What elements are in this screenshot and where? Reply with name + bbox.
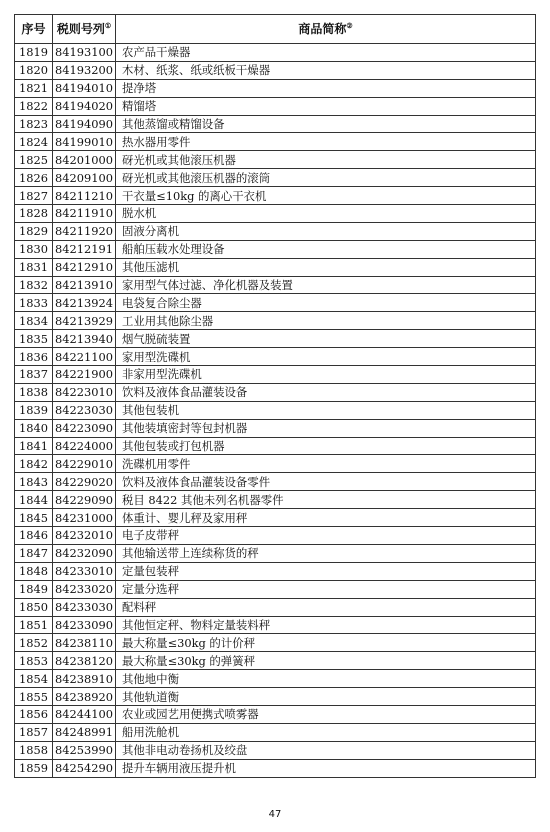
product-name-cell: 最大称量≤30kg 的弹簧秤 xyxy=(116,652,536,670)
serial-number-cell: 1857 xyxy=(15,723,53,741)
serial-number-cell: 1835 xyxy=(15,330,53,348)
table-row xyxy=(15,437,536,455)
serial-number-cell: 1826 xyxy=(15,169,53,187)
product-name-cell: 木材、纸浆、纸或纸板干燥器 xyxy=(116,61,536,79)
table-row xyxy=(15,169,536,187)
tariff-code-cell: 84223030 xyxy=(53,401,116,419)
table-row xyxy=(15,205,536,223)
serial-number-cell: 1850 xyxy=(15,598,53,616)
product-name-cell: 脱水机 xyxy=(116,205,536,223)
tariff-code-cell: 84221100 xyxy=(53,348,116,366)
header-tariff-code: 税则号列① xyxy=(53,15,116,44)
serial-number-cell: 1843 xyxy=(15,473,53,491)
tariff-code-cell: 84238120 xyxy=(53,652,116,670)
table-row xyxy=(15,580,536,598)
serial-number-cell: 1838 xyxy=(15,383,53,401)
product-name-cell: 洗碟机用零件 xyxy=(116,455,536,473)
table-row xyxy=(15,276,536,294)
tariff-code-cell: 84238910 xyxy=(53,670,116,688)
serial-number-cell: 1821 xyxy=(15,79,53,97)
tariff-code-cell: 84233090 xyxy=(53,616,116,634)
table-row xyxy=(15,670,536,688)
serial-number-cell: 1840 xyxy=(15,419,53,437)
tariff-code-cell: 84209100 xyxy=(53,169,116,187)
serial-number-cell: 1856 xyxy=(15,705,53,723)
tariff-code-cell: 84221900 xyxy=(53,366,116,384)
serial-number-cell: 1855 xyxy=(15,688,53,706)
table-row xyxy=(15,705,536,723)
product-name-cell: 饮料及液体食品灌装设备零件 xyxy=(116,473,536,491)
serial-number-cell: 1847 xyxy=(15,544,53,562)
tariff-code-cell: 84232090 xyxy=(53,544,116,562)
serial-number-cell: 1828 xyxy=(15,205,53,223)
product-name-cell: 精馏塔 xyxy=(116,97,536,115)
table-row xyxy=(15,473,536,491)
table-row xyxy=(15,455,536,473)
tariff-code-cell: 84232010 xyxy=(53,527,116,545)
tariff-code-cell: 84223090 xyxy=(53,419,116,437)
table-row xyxy=(15,419,536,437)
table-row xyxy=(15,509,536,527)
tariff-code-cell: 84194020 xyxy=(53,97,116,115)
tariff-code-cell: 84253990 xyxy=(53,741,116,759)
table-body xyxy=(15,44,536,778)
table-row xyxy=(15,348,536,366)
tariff-table xyxy=(14,14,536,778)
serial-number-cell: 1825 xyxy=(15,151,53,169)
serial-number-cell: 1824 xyxy=(15,133,53,151)
product-name-cell: 干衣量≤10kg 的离心干衣机 xyxy=(116,187,536,205)
tariff-code-cell: 84233030 xyxy=(53,598,116,616)
table-row xyxy=(15,491,536,509)
serial-number-cell: 1858 xyxy=(15,741,53,759)
serial-number-cell: 1832 xyxy=(15,276,53,294)
tariff-code-cell: 84224000 xyxy=(53,437,116,455)
tariff-code-cell: 84194010 xyxy=(53,79,116,97)
serial-number-cell: 1819 xyxy=(15,44,53,62)
product-name-cell: 定量包装秤 xyxy=(116,562,536,580)
product-name-cell: 船用洗舱机 xyxy=(116,723,536,741)
table-row xyxy=(15,723,536,741)
product-name-cell: 饮料及液体食品灌装设备 xyxy=(116,383,536,401)
product-name-cell: 体重计、婴儿秤及家用秤 xyxy=(116,509,536,527)
serial-number-cell: 1854 xyxy=(15,670,53,688)
product-name-cell: 其他蒸馏或精馏设备 xyxy=(116,115,536,133)
table-row xyxy=(15,527,536,545)
table-row xyxy=(15,366,536,384)
tariff-code-cell: 84201000 xyxy=(53,151,116,169)
product-name-cell: 其他压滤机 xyxy=(116,258,536,276)
serial-number-cell: 1841 xyxy=(15,437,53,455)
tariff-code-cell: 84238920 xyxy=(53,688,116,706)
table-row xyxy=(15,222,536,240)
table-row xyxy=(15,330,536,348)
table-row xyxy=(15,133,536,151)
table-row xyxy=(15,598,536,616)
tariff-code-cell: 84213940 xyxy=(53,330,116,348)
serial-number-cell: 1830 xyxy=(15,240,53,258)
serial-number-cell: 1852 xyxy=(15,634,53,652)
product-name-cell: 农产品干燥器 xyxy=(116,44,536,62)
table-row xyxy=(15,759,536,777)
table-row xyxy=(15,79,536,97)
tariff-code-cell: 84254290 xyxy=(53,759,116,777)
serial-number-cell: 1831 xyxy=(15,258,53,276)
tariff-code-cell: 84211910 xyxy=(53,205,116,223)
product-name-cell: 农业或园艺用便携式喷雾器 xyxy=(116,705,536,723)
tariff-code-cell: 84223010 xyxy=(53,383,116,401)
table-row xyxy=(15,688,536,706)
page-number: 47 xyxy=(268,809,282,820)
tariff-code-cell: 84213924 xyxy=(53,294,116,312)
tariff-code-cell: 84212910 xyxy=(53,258,116,276)
table-row xyxy=(15,652,536,670)
footnote-marker: ① xyxy=(104,21,112,30)
tariff-code-cell: 84244100 xyxy=(53,705,116,723)
table-row xyxy=(15,258,536,276)
product-name-cell: 烟气脱硫装置 xyxy=(116,330,536,348)
product-name-cell: 热水器用零件 xyxy=(116,133,536,151)
product-name-cell: 配料秤 xyxy=(116,598,536,616)
product-name-cell: 其他包装机 xyxy=(116,401,536,419)
product-name-cell: 其他装填密封等包封机器 xyxy=(116,419,536,437)
product-name-cell: 其他包装或打包机器 xyxy=(116,437,536,455)
serial-number-cell: 1839 xyxy=(15,401,53,419)
table-row xyxy=(15,44,536,62)
table-row xyxy=(15,187,536,205)
serial-number-cell: 1844 xyxy=(15,491,53,509)
product-name-cell: 电袋复合除尘器 xyxy=(116,294,536,312)
table-row xyxy=(15,634,536,652)
serial-number-cell: 1834 xyxy=(15,312,53,330)
tariff-code-cell: 84231000 xyxy=(53,509,116,527)
serial-number-cell: 1822 xyxy=(15,97,53,115)
product-name-cell: 船舶压载水处理设备 xyxy=(116,240,536,258)
serial-number-cell: 1849 xyxy=(15,580,53,598)
product-name-cell: 定量分选秤 xyxy=(116,580,536,598)
tariff-code-cell: 84233010 xyxy=(53,562,116,580)
serial-number-cell: 1836 xyxy=(15,348,53,366)
tariff-code-cell: 84229090 xyxy=(53,491,116,509)
product-name-cell: 其他输送带上连续称货的秤 xyxy=(116,544,536,562)
table-row xyxy=(15,240,536,258)
product-name-cell: 提净塔 xyxy=(116,79,536,97)
table-row xyxy=(15,562,536,580)
product-name-cell: 工业用其他除尘器 xyxy=(116,312,536,330)
serial-number-cell: 1848 xyxy=(15,562,53,580)
table-row xyxy=(15,294,536,312)
product-name-cell: 家用型洗碟机 xyxy=(116,348,536,366)
table-header-row xyxy=(15,15,536,44)
table-row xyxy=(15,741,536,759)
serial-number-cell: 1851 xyxy=(15,616,53,634)
serial-number-cell: 1842 xyxy=(15,455,53,473)
table-row xyxy=(15,312,536,330)
product-name-cell: 其他轨道衡 xyxy=(116,688,536,706)
table-row xyxy=(15,115,536,133)
product-name-cell: 砑光机或其他滚压机器 xyxy=(116,151,536,169)
serial-number-cell: 1846 xyxy=(15,527,53,545)
tariff-code-cell: 84199010 xyxy=(53,133,116,151)
serial-number-cell: 1837 xyxy=(15,366,53,384)
tariff-code-cell: 84193100 xyxy=(53,44,116,62)
serial-number-cell: 1823 xyxy=(15,115,53,133)
tariff-code-cell: 84211920 xyxy=(53,222,116,240)
tariff-code-cell: 84212191 xyxy=(53,240,116,258)
tariff-code-cell: 84211210 xyxy=(53,187,116,205)
product-name-cell: 电子皮带秤 xyxy=(116,527,536,545)
serial-number-cell: 1827 xyxy=(15,187,53,205)
table-row xyxy=(15,151,536,169)
tariff-code-cell: 84238110 xyxy=(53,634,116,652)
serial-number-cell: 1859 xyxy=(15,759,53,777)
header-product-name: 商品简称② xyxy=(116,15,536,44)
header-serial-number: 序号 xyxy=(15,15,53,44)
tariff-code-cell: 84213910 xyxy=(53,276,116,294)
tariff-code-cell: 84229020 xyxy=(53,473,116,491)
table-row xyxy=(15,401,536,419)
product-name-cell: 非家用型洗碟机 xyxy=(116,366,536,384)
product-name-cell: 其他地中衡 xyxy=(116,670,536,688)
serial-number-cell: 1833 xyxy=(15,294,53,312)
table-row xyxy=(15,544,536,562)
serial-number-cell: 1829 xyxy=(15,222,53,240)
tariff-code-cell: 84248991 xyxy=(53,723,116,741)
product-name-cell: 砑光机或其他滚压机器的滚筒 xyxy=(116,169,536,187)
product-name-cell: 其他恒定秤、物料定量装料秤 xyxy=(116,616,536,634)
tariff-code-cell: 84194090 xyxy=(53,115,116,133)
table-row xyxy=(15,383,536,401)
table-row xyxy=(15,61,536,79)
product-name-cell: 提升车辆用液压提升机 xyxy=(116,759,536,777)
product-name-cell: 最大称量≤30kg 的计价秤 xyxy=(116,634,536,652)
tariff-code-cell: 84213929 xyxy=(53,312,116,330)
product-name-cell: 税目 8422 其他未列名机器零件 xyxy=(116,491,536,509)
serial-number-cell: 1853 xyxy=(15,652,53,670)
tariff-code-cell: 84233020 xyxy=(53,580,116,598)
tariff-code-cell: 84229010 xyxy=(53,455,116,473)
product-name-cell: 其他非电动卷扬机及绞盘 xyxy=(116,741,536,759)
serial-number-cell: 1845 xyxy=(15,509,53,527)
product-name-cell: 固液分离机 xyxy=(116,222,536,240)
tariff-code-cell: 84193200 xyxy=(53,61,116,79)
footnote-marker: ② xyxy=(346,21,353,30)
serial-number-cell: 1820 xyxy=(15,61,53,79)
table-row xyxy=(15,616,536,634)
table-row xyxy=(15,97,536,115)
product-name-cell: 家用型气体过滤、净化机器及装置 xyxy=(116,276,536,294)
